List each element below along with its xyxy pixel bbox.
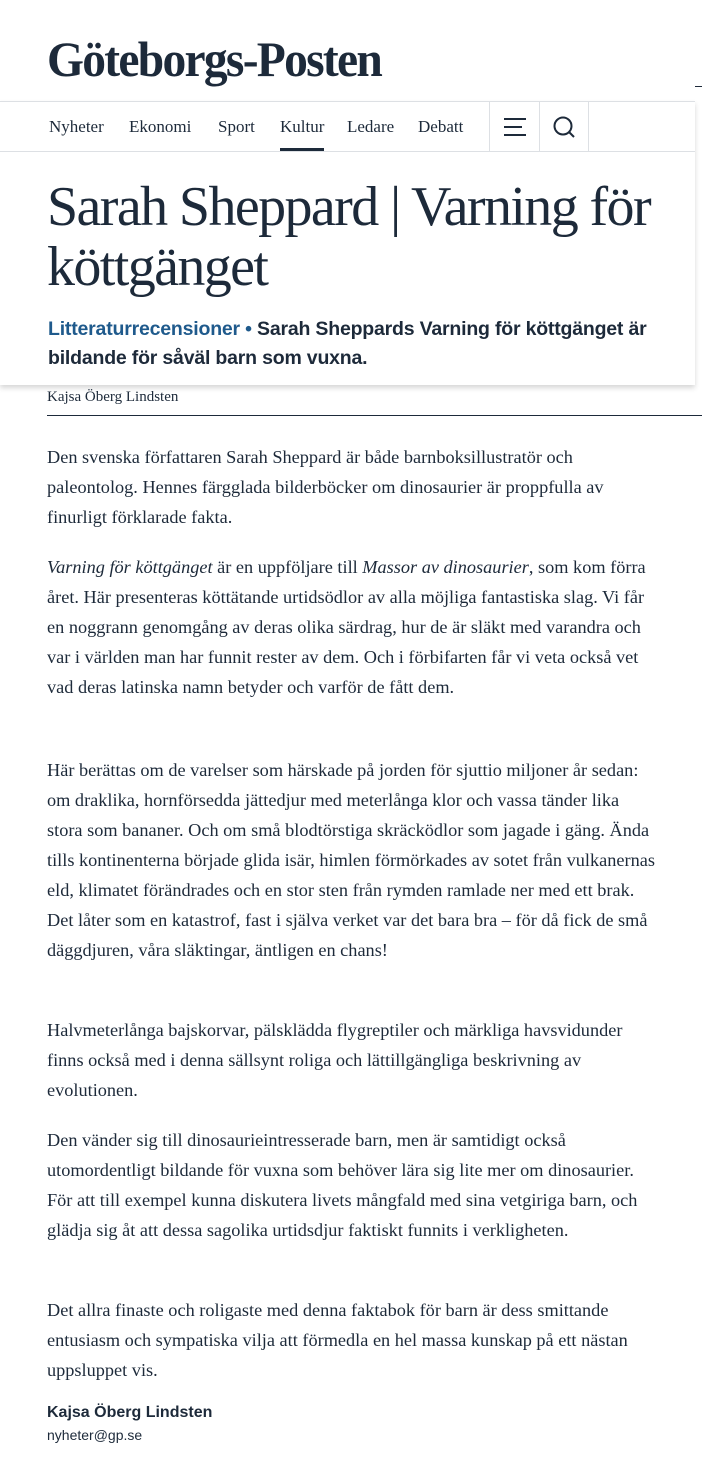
masthead: [0, 0, 702, 101]
book-title-italic: Massor av dinosaurier: [362, 557, 529, 577]
category-label[interactable]: Litteraturrecensioner •: [48, 318, 252, 340]
article-paragraph: Det allra finaste och roligaste med denna faktabok för barn är dess smittande entusiasm och sympatiska vilja att förmedla en hel massa kunskap på ett nästan uppsluppet vis.: [47, 1300, 628, 1380]
lead-text: Sarah Sheppards Varning för köttgänget är bildande för såväl barn som vuxna.: [48, 318, 647, 369]
menu-button[interactable]: [490, 102, 538, 151]
masthead-divider: [695, 86, 702, 87]
nav-item-kultur[interactable]: Kultur: [280, 102, 324, 151]
article-paragraph: Här berättas om de varelser som härskade på jorden för sjuttio miljoner år sedan: om draklika, hornförsedda jättedjur med meterlånga klor och vassa tänder lika stora som bananer. Och om små blodtörstiga skräcködlor som jagade i gäng. Ända tills kontinenterna började glida isär, himlen förmörkades av sotet från vulkanernas eld, klimatet förändrades och en stor sten från rymden ramlade ner med ett brak. Det låter som en katastrof, fast i själva verket var det bara bra – för då fick de små däggdjuren, våra släktingar, äntligen en chans!: [47, 760, 655, 960]
nav-item-nyheter[interactable]: Nyheter: [49, 117, 104, 136]
article-paragraph: Den svenska författaren Sarah Sheppard är både barnboksillustratör och paleontolog. Hennes färgglada bilderböcker om dinosaurier är proppfulla av finurligt förklarade fakta.: [47, 447, 604, 527]
article-paragraph: Den vänder sig till dinosaurieintresserade barn, men är samtidigt också utomordentligt bildande för vuxna som behöver lära sig lite mer om dinosaurier. För att till exempel kunna diskutera livets mångfald med sina vetgiriga barn, och glädja sig åt att dessa sagolika urtidsdjur faktiskt funnits i verkligheten.: [47, 1130, 638, 1240]
article-paragraph: Halvmeterlånga bajskorvar, pälsklädda flygreptiler och märkliga havsvidunder finns också med i denna sällsynt roliga och lättillgängliga beskrivning av evolutionen.: [47, 1020, 623, 1100]
hamburger-menu-icon: [490, 102, 538, 151]
nav-separator: [588, 102, 589, 151]
site-logo[interactable]: Göteborgs-Posten: [47, 31, 382, 87]
article-headline: Sarah Sheppard | Varning för köttgänget: [47, 176, 651, 298]
nav-item-ekonomi[interactable]: Ekonomi: [129, 117, 192, 136]
byline-divider: [47, 415, 702, 416]
sticky-header: [0, 101, 695, 385]
search-button[interactable]: [540, 102, 588, 151]
main-nav: [0, 101, 695, 152]
byline[interactable]: Kajsa Öberg Lindsten: [47, 389, 179, 405]
nav-item-debatt[interactable]: Debatt: [418, 117, 464, 136]
author-email[interactable]: nyheter@gp.se: [47, 1427, 143, 1443]
author-name[interactable]: Kajsa Öberg Lindsten: [47, 1404, 213, 1421]
nav-item-sport[interactable]: Sport: [218, 117, 255, 136]
search-icon: [540, 102, 588, 151]
article-lead: [48, 315, 683, 373]
nav-item-ledare[interactable]: Ledare: [347, 117, 395, 136]
book-title-italic: Varning för köttgänget: [47, 557, 213, 577]
article-paragraph: Varning för köttgänget är en uppföljare till Massor av dinosaurier, som kom förra året. Här presenteras köttätande urtidsödlor av alla möjliga fantastiska slag. Vi får en noggrann genomgång av deras olika särdrag, hur de är släkt med varandra och var i världen man har funnit rester av dem. Och i förbifarten får vi veta också vet vad deras latinska namn betyder och varför de fått dem.: [47, 557, 646, 697]
